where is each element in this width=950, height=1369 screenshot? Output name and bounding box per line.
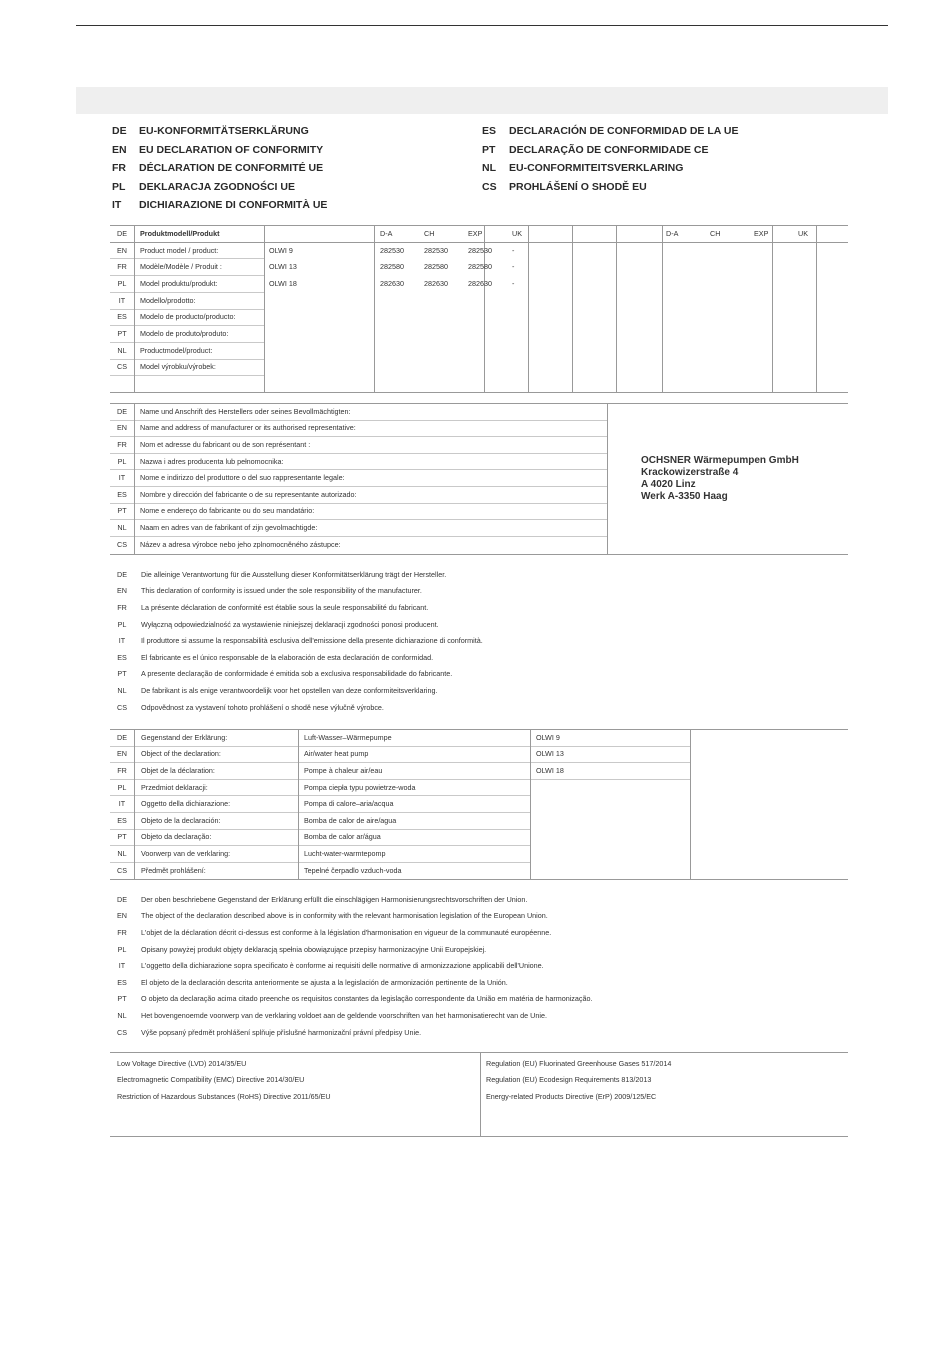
top-rule xyxy=(76,25,888,26)
article-number: 282530 xyxy=(380,245,404,255)
declaration-title: DECLARACIÓN DE CONFORMIDAD DE LA UE xyxy=(509,125,739,138)
declaration-title: PROHLÁŠENÍ O SHODĚ EU xyxy=(509,180,647,193)
language-code: FR xyxy=(117,602,127,612)
language-code: PT xyxy=(117,994,127,1004)
statement-text: El fabricante es el único responsable de la elaboración de esta declaración de conformidad. xyxy=(141,652,434,662)
language-code: IT xyxy=(118,473,126,483)
titles-right-column xyxy=(482,122,738,196)
statement-text: The object of the declaration described above is in conformity with the relevant harmonisation legislation of the European Union. xyxy=(141,911,548,921)
title-row xyxy=(112,122,327,141)
article-number: 282530 xyxy=(468,245,492,255)
row-value: Pompe à chaleur air/eau xyxy=(304,765,383,775)
row-label: Name und Anschrift des Herstellers oder seines Bevollmächtigten: xyxy=(140,406,351,416)
language-code: DE xyxy=(117,732,127,742)
directive: Regulation (EU) Fluorinated Greenhouse Gases 517/2014 xyxy=(486,1058,672,1068)
language-code: PT xyxy=(117,832,127,842)
row-label: Nazwa i adres producenta lub pełnomocnika: xyxy=(140,456,284,466)
language-code: PL xyxy=(112,180,126,193)
table-row xyxy=(110,420,356,437)
directive: Energy-related Products Directive (ErP) 2009/125/EC xyxy=(486,1091,657,1101)
language-code: IT xyxy=(112,199,122,212)
article-number: 282630 xyxy=(380,278,404,288)
language-code: PL xyxy=(117,278,127,288)
address-line: Krackowizerstraße 4 xyxy=(641,467,739,478)
language-code: ES xyxy=(117,489,127,499)
declaration-title: EU DECLARATION OF CONFORMITY xyxy=(139,143,324,156)
statement-text: Il produttore si assume la responsabilità esclusiva dell'emissione della presente dichiarazione di conformità. xyxy=(141,636,483,646)
language-code: ES xyxy=(117,977,127,987)
statement-row xyxy=(110,616,439,633)
statement-row xyxy=(110,583,422,600)
manufacturer-address xyxy=(641,455,799,503)
statement-row xyxy=(110,908,548,925)
row-label: Object of the declaration: xyxy=(141,749,221,759)
table-rule xyxy=(110,1136,848,1137)
table-rule xyxy=(480,1052,481,1136)
language-code: PT xyxy=(117,669,127,679)
language-code: NL xyxy=(117,345,127,355)
column-header: CH xyxy=(424,228,435,238)
row-label: Product model / product: xyxy=(140,245,219,255)
statement-row xyxy=(110,632,483,649)
language-code: FR xyxy=(117,927,127,937)
table-row xyxy=(110,325,228,342)
table-rule xyxy=(572,225,573,392)
directives-section xyxy=(110,1052,848,1138)
conformity-statements xyxy=(110,891,848,1041)
model-name: OLWI 9 xyxy=(269,245,293,255)
declaration-title: DECLARAÇÃO DE CONFORMIDADE CE xyxy=(509,143,709,156)
statement-text: This declaration of conformity is issued under the sole responsibility of the manufacturer. xyxy=(141,586,422,596)
language-code: CS xyxy=(117,1027,127,1037)
table-row xyxy=(110,519,317,536)
object-of-declaration-table xyxy=(110,729,848,879)
row-label: Nome e endereço do fabricante ou do seu mandatário: xyxy=(140,506,315,516)
row-label: Předmět prohlášení: xyxy=(141,865,206,875)
table-row xyxy=(110,486,357,503)
language-code: IT xyxy=(118,799,126,809)
language-code: PL xyxy=(117,456,127,466)
language-code: PL xyxy=(117,782,127,792)
statement-text: Odpovědnost za vystavení tohoto prohlášení o shodě nese výlučně výrobce. xyxy=(141,702,384,712)
statement-row xyxy=(110,891,527,908)
model-name: OLWI 13 xyxy=(269,262,297,272)
declaration-title: DÉCLARATION DE CONFORMITÉ UE xyxy=(139,162,324,175)
table-rule xyxy=(530,779,690,780)
statement-text: Die alleinige Verantwortung für die Ausstellung dieser Konformitätserklärung trägt der Hersteller. xyxy=(141,569,447,579)
model-name: OLWI 18 xyxy=(269,278,297,288)
row-label: Naam en adres van de fabrikant of zijn gevolmachtigde: xyxy=(140,522,318,532)
row-value: Lucht-water-warmtepomp xyxy=(304,848,386,858)
language-code: FR xyxy=(117,765,127,775)
language-code: IT xyxy=(118,295,126,305)
row-label: Modèle/Modèle / Produit : xyxy=(140,262,222,272)
table-rule xyxy=(298,729,299,879)
table-rule xyxy=(530,729,531,879)
row-label: Gegenstand der Erklärung: xyxy=(141,732,228,742)
statement-row xyxy=(110,649,433,666)
table-rule xyxy=(264,225,265,392)
language-code: EN xyxy=(117,586,127,596)
table-row xyxy=(110,453,283,470)
article-number: 282630 xyxy=(424,278,448,288)
statement-row xyxy=(110,666,452,683)
language-code: PL xyxy=(117,944,127,954)
language-code: NL xyxy=(117,685,127,695)
title-row xyxy=(112,141,327,160)
row-value: Bomba de calor de aire/agua xyxy=(304,815,397,825)
language-code: DE xyxy=(117,228,127,238)
column-header: UK xyxy=(512,228,522,238)
table-row xyxy=(110,503,314,520)
language-code: EN xyxy=(117,423,127,433)
row-label: Modelo de producto/producto: xyxy=(140,312,236,322)
language-code: DE xyxy=(117,406,127,416)
title-row xyxy=(482,159,738,178)
statement-row xyxy=(110,1024,421,1041)
statement-text: L'objet de la déclaration décrit ci-dessus est conforme à la législation d'harmonisation en vigueur de la communauté européenne. xyxy=(141,927,552,937)
row-label: Modello/prodotto: xyxy=(140,295,196,305)
row-label: Oggetto della dichiarazione: xyxy=(141,799,231,809)
statement-row xyxy=(110,699,384,716)
row-label: Modelo de produto/produto: xyxy=(140,329,229,339)
statement-row xyxy=(110,924,551,941)
statement-text: Výše popsaný předmět prohlášení splňuje příslušné harmonizační právní předpisy Unie. xyxy=(141,1027,422,1037)
table-rule xyxy=(607,403,608,554)
table-row xyxy=(110,342,212,359)
row-value: Pompa ciepła typu powietrze-woda xyxy=(304,782,416,792)
row-label: Objeto de la declaración: xyxy=(141,815,221,825)
article-number: 282580 xyxy=(380,262,404,272)
row-label: Objeto da declaração: xyxy=(141,832,212,842)
declaration-title: EU-KONFORMITÄTSERKLÄRUNG xyxy=(139,125,309,138)
language-code: CS xyxy=(117,865,127,875)
titles-left-column xyxy=(112,122,327,215)
article-number: 282580 xyxy=(424,262,448,272)
address-line: A 4020 Linz xyxy=(641,479,696,490)
directive: Electromagnetic Compatibility (EMC) Directive 2014/30/EU xyxy=(117,1075,305,1085)
table-rule xyxy=(690,729,691,879)
address-line: Werk A-3350 Haag xyxy=(641,491,728,502)
statement-row xyxy=(110,566,446,583)
column-header: D-A xyxy=(666,228,679,238)
row-label: Productmodel/product: xyxy=(140,345,213,355)
table-rule xyxy=(110,554,848,555)
title-row xyxy=(482,178,738,197)
directive: Regulation (EU) Ecodesign Requirements 813/2013 xyxy=(486,1075,652,1085)
address-line: OCHSNER Wärmepumpen GmbH xyxy=(641,455,799,466)
model-name: OLWI 18 xyxy=(536,765,564,775)
statement-row xyxy=(110,1007,547,1024)
language-code: NL xyxy=(117,848,127,858)
model-name: OLWI 13 xyxy=(536,749,564,759)
statement-text: L'oggetto della dichiarazione sopra specificato è conforme ai requisiti delle normative di armonizzazione applicabili dell'Unione. xyxy=(141,961,544,971)
row-label: Nome e indirizzo del produttore o del suo rappresentante legale: xyxy=(140,473,345,483)
statement-row xyxy=(110,974,508,991)
language-code: ES xyxy=(482,125,497,138)
language-code: NL xyxy=(117,1010,127,1020)
directive: Restriction of Hazardous Substances (RoHS) Directive 2011/65/EU xyxy=(117,1091,331,1101)
title-row xyxy=(482,122,738,141)
language-code: CS xyxy=(117,539,127,549)
row-value: Luft-Wasser–Wärmepumpe xyxy=(304,732,392,742)
table-rule xyxy=(110,1052,848,1053)
row-label: Model výrobku/výrobek: xyxy=(140,362,216,372)
table-row xyxy=(110,436,310,453)
article-number: - xyxy=(512,278,515,288)
article-number: - xyxy=(512,245,515,255)
row-label: Name and address of manufacturer or its authorised representative: xyxy=(140,423,356,433)
language-code: ES xyxy=(117,652,127,662)
table-row xyxy=(110,275,218,292)
row-value: Air/water heat pump xyxy=(304,749,369,759)
statement-text: Der oben beschriebene Gegenstand der Erklärung erfüllt die einschlägigen Harmonisierungsrechtsvorschriften der Union. xyxy=(141,894,528,904)
row-value: Bomba de calor ar/água xyxy=(304,832,381,842)
header-band xyxy=(76,87,888,114)
model-name: OLWI 9 xyxy=(536,732,560,742)
row-label: Nombre y dirección del fabricante o de su representante autorizado: xyxy=(140,489,357,499)
language-code: PT xyxy=(117,506,127,516)
statement-text: Het bovengenoemde voorwerp van de verklaring voldoet aan de geldende voorschriften van het harmonisatierecht van de Unie. xyxy=(141,1010,547,1020)
declaration-title: EU-CONFORMITEITSVERKLARING xyxy=(509,162,684,175)
table-row xyxy=(110,359,216,376)
row-label: Przedmiot deklaracji: xyxy=(141,782,208,792)
language-code: CS xyxy=(482,180,497,193)
table-row xyxy=(110,536,341,553)
manufacturer-section xyxy=(110,403,848,555)
language-code: EN xyxy=(117,749,127,759)
statement-text: De fabrikant is als enige verantwoordelijk voor het opstellen van deze conformiteitsverklaring. xyxy=(141,685,438,695)
language-code: IT xyxy=(118,636,126,646)
table-row xyxy=(110,292,196,309)
language-code: CS xyxy=(117,362,127,372)
statement-text: Opisany powyżej produkt objęty deklaracją spełnia obowiązujące przepisy harmonizacyjne Unii Europejskiej. xyxy=(141,944,487,954)
article-number: 282530 xyxy=(424,245,448,255)
table-rule xyxy=(662,225,663,392)
row-label: Voorwerp van de verklaring: xyxy=(141,848,231,858)
language-code: FR xyxy=(117,262,127,272)
statement-row xyxy=(110,991,592,1008)
table-row xyxy=(110,309,236,326)
table-rule xyxy=(772,225,773,392)
column-header: CH xyxy=(710,228,721,238)
declaration-title: DICHIARAZIONE DI CONFORMITÀ UE xyxy=(139,199,328,212)
language-code: PT xyxy=(482,143,496,156)
statement-row xyxy=(110,599,428,616)
statement-row xyxy=(110,957,544,974)
statement-row xyxy=(110,682,437,699)
language-code: FR xyxy=(117,439,127,449)
title-row xyxy=(482,141,738,160)
language-code: NL xyxy=(117,522,127,532)
language-code: ES xyxy=(117,312,127,322)
statement-row xyxy=(110,941,486,958)
statement-text: La présente déclaration de conformité est établie sous la seule responsabilité du fabricant. xyxy=(141,602,429,612)
table-rule xyxy=(528,225,529,392)
language-code: DE xyxy=(117,569,127,579)
table-row xyxy=(110,242,218,259)
column-header: EXP xyxy=(754,228,769,238)
language-code: PT xyxy=(117,329,127,339)
language-code: DE xyxy=(112,125,127,138)
directive: Low Voltage Directive (LVD) 2014/35/EU xyxy=(117,1058,247,1068)
language-code: EN xyxy=(117,911,127,921)
language-code: CS xyxy=(117,702,127,712)
table-row xyxy=(110,403,351,420)
table-rule xyxy=(616,225,617,392)
column-header: D-A xyxy=(380,228,393,238)
table-row xyxy=(110,225,219,242)
row-value: Pompa di calore–aria/acqua xyxy=(304,799,394,809)
article-number: - xyxy=(512,262,515,272)
language-code: IT xyxy=(118,961,126,971)
product-model-table xyxy=(110,225,848,392)
row-label: Název a adresa výrobce nebo jeho zplnomocněného zástupce: xyxy=(140,539,341,549)
statement-text: O objeto da declaração acima citado preenche os requisitos constantes da legislação correspondente da União em matéria de harmonização. xyxy=(141,994,593,1004)
statement-text: El objeto de la declaración descrita anteriormente se ajusta a la legislación de armonización pertinente de la Unión. xyxy=(141,977,508,987)
table-rule xyxy=(816,225,817,392)
table-rule xyxy=(110,879,848,880)
table-rule xyxy=(110,392,848,393)
row-label: Model produktu/produkt: xyxy=(140,278,218,288)
language-code: PL xyxy=(117,619,127,629)
declaration-title: DEKLARACJA ZGODNOŚCI UE xyxy=(139,180,295,193)
language-code: ES xyxy=(117,815,127,825)
article-number: 282580 xyxy=(468,262,492,272)
language-code: NL xyxy=(482,162,496,175)
column-header: EXP xyxy=(468,228,483,238)
title-row xyxy=(112,178,327,197)
column-header: UK xyxy=(798,228,808,238)
responsibility-statements xyxy=(110,566,848,716)
language-code: FR xyxy=(112,162,126,175)
row-label: Objet de la déclaration: xyxy=(141,765,215,775)
statement-text: Wyłączną odpowiedzialność za wystawienie niniejszej deklaracji zgodności ponosi producent. xyxy=(141,619,439,629)
statement-text: A presente declaração de conformidade é emitida sob a exclusiva responsabilidade do fabricante. xyxy=(141,669,453,679)
row-label: Nom et adresse du fabricant ou de son représentant : xyxy=(140,439,311,449)
title-row xyxy=(112,196,327,215)
table-rule xyxy=(134,729,135,879)
language-code: EN xyxy=(112,143,127,156)
title-row xyxy=(112,159,327,178)
language-code: EN xyxy=(117,245,127,255)
table-row xyxy=(110,258,222,275)
row-label: Produktmodell/Produkt xyxy=(140,228,220,238)
table-row xyxy=(110,469,345,486)
table-rule xyxy=(374,225,375,392)
row-value: Tepelné čerpadlo vzduch-voda xyxy=(304,865,402,875)
language-code: DE xyxy=(117,894,127,904)
article-number: 282630 xyxy=(468,278,492,288)
